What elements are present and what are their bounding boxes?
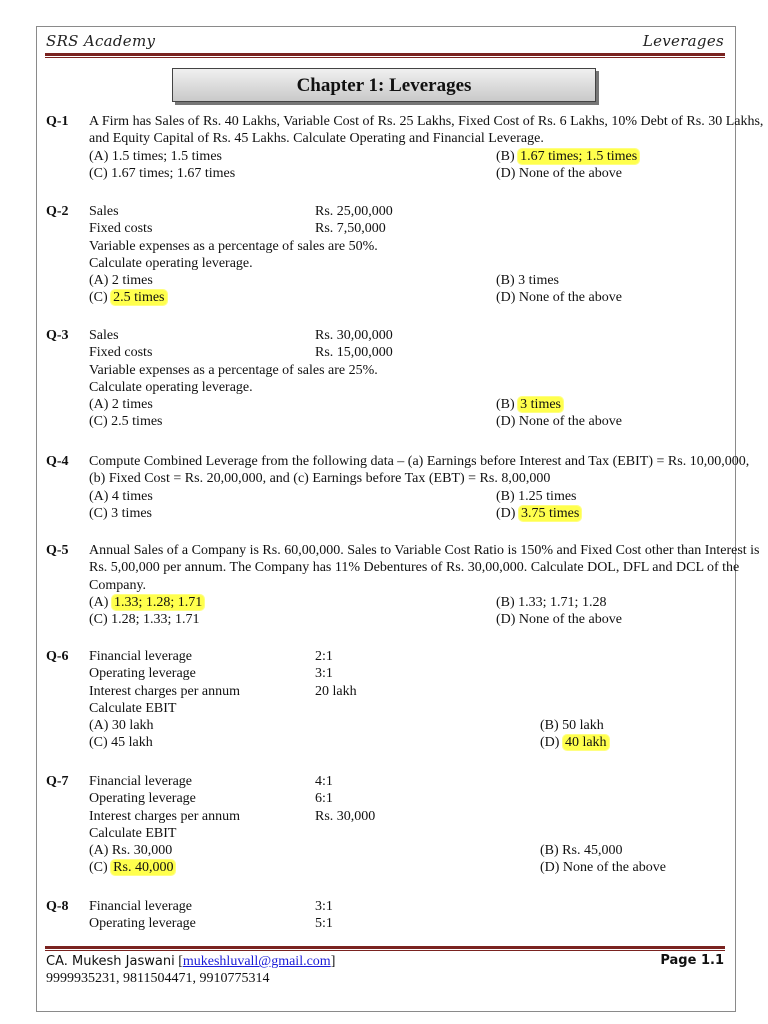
question-text: Calculate EBIT <box>89 700 177 716</box>
answer-highlight: 3 times <box>520 397 562 413</box>
question-number: Q-8 <box>46 899 69 914</box>
data-row: Financial leverage 2:1 <box>89 649 333 664</box>
footer-rule <box>45 946 725 951</box>
question-text: Annual Sales of a Company is Rs. 60,00,000. Sales to Variable Cost Ratio is 150% and Fixed Cost other than Interest is Rs. 5,00,000 per annum. The Company has 11% Debentures of Rs. 30,00,000. Calculate DOL, DFL and DCL of the Company. <box>89 543 760 593</box>
option-c: (C) 45 lakh <box>89 735 153 751</box>
option-b: (B) Rs. 45,000 <box>540 843 623 859</box>
answer-highlight: 2.5 times <box>113 290 165 306</box>
option-d: (D) None of the above <box>496 612 622 628</box>
option-a: (A) 2 times <box>89 273 153 289</box>
data-row: Interest charges per annum Rs. 30,000 <box>89 808 376 824</box>
question-text: Calculate EBIT <box>89 825 177 841</box>
answer-highlight: 40 lakh <box>564 735 607 751</box>
header-left: SRS Academy <box>46 32 156 50</box>
question-number: Q-1 <box>46 114 69 129</box>
data-row: Sales Rs. 30,00,000 <box>89 328 393 343</box>
data-row: Operating leverage 6:1 <box>89 791 333 807</box>
question-number: Q-6 <box>46 649 69 664</box>
option-c: (C) 3 times <box>89 505 152 521</box>
header-rule <box>45 53 725 58</box>
answer-highlight: 3.75 times <box>520 505 580 521</box>
option-a: (A) 2 times <box>89 397 153 413</box>
header-right: Leverages <box>642 32 724 50</box>
question-text: Variable expenses as a percentage of sales are 25%. <box>89 362 378 378</box>
option-b: (B) 1.33; 1.71; 1.28 <box>496 594 607 610</box>
data-row: Sales Rs. 25,00,000 <box>89 204 393 219</box>
option-a: (A) Rs. 30,000 <box>89 843 173 859</box>
chapter-title: Chapter 1: Leverages <box>172 68 596 102</box>
option-a: (A) 4 times <box>89 488 153 504</box>
option-d: (D) 3.75 times <box>496 505 580 521</box>
question-number: Q-3 <box>46 328 69 343</box>
data-row: Operating leverage 3:1 <box>89 666 333 682</box>
question-text: Compute Combined Leverage from the following data – (a) Earnings before Interest and Tax (EBIT) = Rs. 10,00,000, (b) Fixed Cost = Rs. 20,00,000, and (c) Earnings before Tax (EBT) = Rs. 8,00,000 <box>89 454 750 487</box>
option-b: (B) 3 times <box>496 397 562 413</box>
option-d: (D) None of the above <box>496 165 622 181</box>
option-c: (C) 1.67 times; 1.67 times <box>89 165 236 181</box>
option-c: (C) 1.28; 1.33; 1.71 <box>89 612 200 628</box>
data-row: Financial leverage 3:1 <box>89 899 333 914</box>
question-text: Variable expenses as a percentage of sales are 50%. <box>89 238 378 254</box>
page-number: Page 1.1 <box>660 953 724 968</box>
option-d: (D) None of the above <box>540 860 666 876</box>
option-d: (D) None of the above <box>496 414 622 430</box>
data-row: Fixed costs Rs. 7,50,000 <box>89 221 386 237</box>
question-text: A Firm has Sales of Rs. 40 Lakhs, Variable Cost of Rs. 25 Lakhs, Fixed Cost of Rs. 6 Lakhs, 10% Debt of Rs. 30 Lakhs, and Equity Capital of Rs. 45 Lakhs. Calculate Operating and Financial Leverage. <box>89 114 764 147</box>
question-number: Q-4 <box>46 454 69 469</box>
data-row: Fixed costs Rs. 15,00,000 <box>89 345 393 361</box>
data-row: Interest charges per annum 20 lakh <box>89 683 357 699</box>
option-b: (B) 1.25 times <box>496 488 577 504</box>
option-a: (A) 30 lakh <box>89 718 154 734</box>
answer-highlight: 1.67 times; 1.5 times <box>520 148 638 164</box>
data-row: Financial leverage 4:1 <box>89 774 333 789</box>
question-number: Q-7 <box>46 774 69 789</box>
option-b: (B) 1.67 times; 1.5 times <box>496 148 638 164</box>
answer-highlight: 1.33; 1.28; 1.71 <box>113 594 203 610</box>
option-c: (C) 2.5 times <box>89 290 165 306</box>
author-name: CA. Mukesh Jaswani <box>46 954 175 969</box>
option-a: (A) 1.5 times; 1.5 times <box>89 148 222 164</box>
data-row: Operating leverage 5:1 <box>89 916 333 932</box>
option-b: (B) 3 times <box>496 273 559 289</box>
option-a: (A) 1.33; 1.28; 1.71 <box>89 594 203 610</box>
option-c: (C) Rs. 40,000 <box>89 860 174 876</box>
question-number: Q-5 <box>46 543 69 558</box>
question-text: Calculate operating leverage. <box>89 255 253 271</box>
answer-highlight: Rs. 40,000 <box>113 860 174 876</box>
email-link[interactable]: mukeshluvall@gmail.com <box>182 954 331 969</box>
footer-contact: CA. Mukesh Jaswani [mukeshluvall@gmail.com] 9999935231, 9811504471, 9910775314 <box>46 954 336 986</box>
option-b: (B) 50 lakh <box>540 718 604 734</box>
option-c: (C) 2.5 times <box>89 414 163 430</box>
phone-numbers: 9999935231, 9811504471, 9910775314 <box>46 971 270 986</box>
question-number: Q-2 <box>46 204 69 219</box>
option-d: (D) 40 lakh <box>540 735 607 751</box>
question-text: Calculate operating leverage. <box>89 379 253 395</box>
option-d: (D) None of the above <box>496 290 622 306</box>
